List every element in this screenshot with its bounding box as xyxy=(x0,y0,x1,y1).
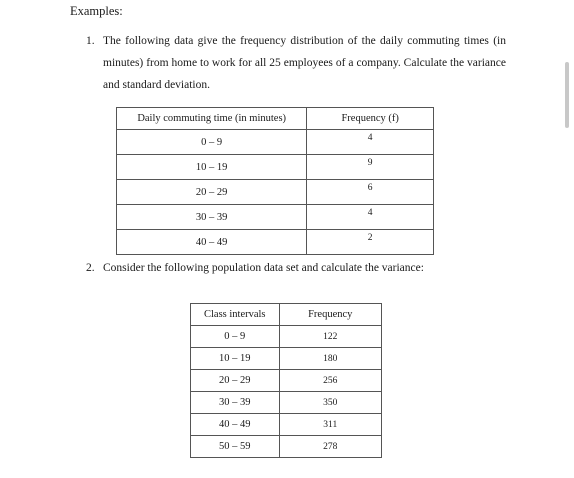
class-interval-cell: 30 – 39 xyxy=(191,392,280,414)
table-row xyxy=(191,414,382,436)
class-interval-cell: 20 – 29 xyxy=(117,180,307,205)
class-interval-cell: 10 – 19 xyxy=(117,155,307,180)
frequency-cell: 350 xyxy=(279,392,381,414)
class-interval-cell: 0 – 9 xyxy=(117,130,307,155)
frequency-cell: 180 xyxy=(279,348,381,370)
frequency-cell: 9 xyxy=(307,155,434,180)
question-1-text: The following data give the frequency distribution of the daily commuting times (in minutes) from home to work for all 25 employees of a company. Calculate the variance and standard deviation. xyxy=(103,35,506,91)
question-2 xyxy=(86,262,424,274)
table-row xyxy=(191,370,382,392)
table-row xyxy=(117,180,434,205)
table-row xyxy=(191,436,382,458)
examples-heading: Examples: xyxy=(70,4,123,18)
population-data-table xyxy=(190,303,382,458)
class-interval-cell: 20 – 29 xyxy=(191,370,280,392)
table-row xyxy=(191,326,382,348)
class-interval-cell: 10 – 19 xyxy=(191,348,280,370)
column-header-frequency: Frequency (f) xyxy=(307,108,434,130)
column-header-frequency: Frequency xyxy=(279,304,381,326)
frequency-cell: 256 xyxy=(279,370,381,392)
class-interval-cell: 40 – 49 xyxy=(191,414,280,436)
table-row xyxy=(117,230,434,255)
question-1-number: 1. xyxy=(86,35,95,47)
class-interval-cell: 30 – 39 xyxy=(117,205,307,230)
question-1 xyxy=(86,30,506,96)
table-row xyxy=(117,155,434,180)
column-header-commuting-time: Daily commuting time (in minutes) xyxy=(117,108,307,130)
question-2-text: Consider the following population data set and calculate the variance: xyxy=(103,262,424,274)
class-interval-cell: 50 – 59 xyxy=(191,436,280,458)
table-row xyxy=(191,348,382,370)
frequency-cell: 4 xyxy=(307,205,434,230)
frequency-cell: 2 xyxy=(307,230,434,255)
column-header-class-intervals: Class intervals xyxy=(191,304,280,326)
commuting-time-table xyxy=(116,107,434,255)
frequency-cell: 311 xyxy=(279,414,381,436)
frequency-cell: 278 xyxy=(279,436,381,458)
vertical-scrollbar[interactable] xyxy=(565,62,569,128)
table-header-row xyxy=(191,304,382,326)
table-header-row xyxy=(117,108,434,130)
frequency-cell: 4 xyxy=(307,130,434,155)
table-row xyxy=(117,205,434,230)
class-interval-cell: 0 – 9 xyxy=(191,326,280,348)
table-row xyxy=(117,130,434,155)
class-interval-cell: 40 – 49 xyxy=(117,230,307,255)
table-row xyxy=(191,392,382,414)
frequency-cell: 6 xyxy=(307,180,434,205)
frequency-cell: 122 xyxy=(279,326,381,348)
question-2-number: 2. xyxy=(86,262,95,274)
